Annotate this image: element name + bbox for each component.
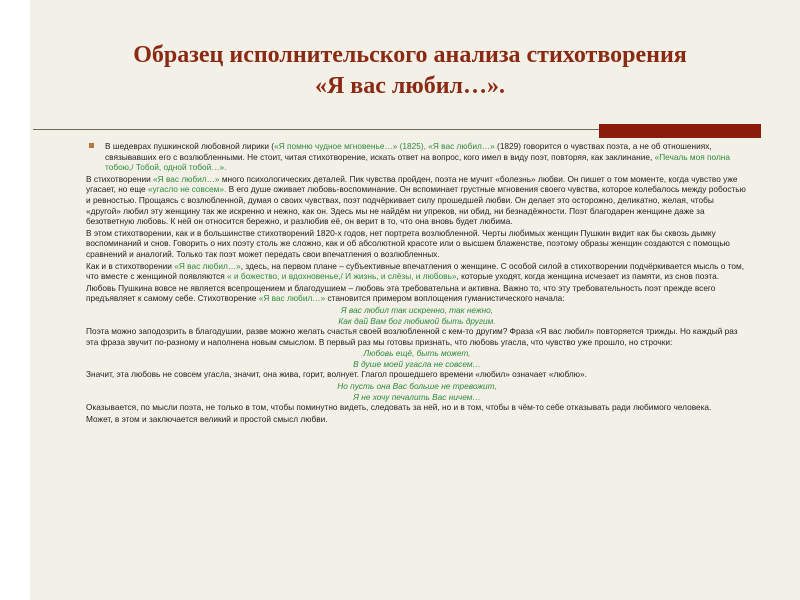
title-line-2: «Я вас любил…». [314, 73, 506, 99]
quote-highlight: « и божество, и вдохновенье,/ И жизнь, и слёзы, и любовь» [227, 271, 457, 282]
paragraph-3: В этом стихотворении, как и в большинстве стихотворений 1820-х годов, нет портрета возлюбленной. Черты любимых женщин Пушкин видит как бы сквозь дымку воспоминаний и снов. Говорить о них поэту столь же сложно, как и об абсолютной красоте или о высшем блаженстве, поэтому образы женщин создаются с помощью сравнений и аналогий. Только так поэт может передать свои впечатления о возлюбленных. [86, 227, 730, 259]
quote-highlight: «Я вас любил…» [258, 293, 326, 304]
paragraph-5: Любовь Пушкина вовсе не является всепрощением и благодушием – любовь эта требовательна и активна. Важно то, что эту требовательность поэт прежде всего предъявляет к самому себе. Стихотворение «Я вас любил…» становится примером воплощения гуманистического начала: [86, 282, 716, 304]
quote-highlight: «Я вас любил…» [153, 173, 220, 184]
quote-highlight: «угасло не совсем». [147, 184, 227, 195]
square-bullet-icon [89, 143, 94, 148]
poem-line: Но пусть она Вас больше не тревожит, [337, 381, 497, 392]
paragraph-4: Как и в стихотворении «Я вас любил…», здесь, на первом плане – субъективные впечатления о женщине. С особой силой в стихотворении подчёркивается мысль о том, что вместе с женщиной появляются « и божество, и вдохновенье,/ И жизнь, и слёзы, и любовь», которые уходят, когда женщина исчезает из памяти, из снов поэта. [86, 260, 745, 282]
analysis-text [86, 141, 748, 425]
title-divider-line [33, 129, 599, 130]
poem-quote-3 [86, 381, 748, 402]
paragraph-7: Значит, эта любовь не совсем угасла, значит, она жива, горит, волнует. Глагол прошедшего времени «любил» означает «люблю». [86, 369, 587, 380]
poem-line: Я вас любил так искренно, так нежно, [340, 304, 494, 315]
paragraph-2: В стихотворении «Я вас любил…» много психологических деталей. Пик чувства пройден, поэта не мучит «болезнь» любви. Он пишет о том моменте, когда чувство уже угасает, но еще «угасло не совсем». В его душе оживает любовь-воспоминание. Он вспоминает грустные мгновения своего чувства, которое колебалось между робостью и ревностью. Прощаясь с возлюбленной, думая о своих чувствах, поэт подчёркивает силу прошедшей любви. Он делает это осторожно, деликатно, желая, чтобы «другой» любил эту женщину так же искренно и нежно, как он. Здесь мы не найдём ни упреков, ни обид, ни безнадёжности. Поэт благодарен женщине даже за безответную любовь. К ней он относится бережно, и разлюбив её, он верит в то, что она вновь будет любима. [86, 173, 746, 227]
paragraph-9: Может, в этом и заключается великий и простой смысл любви. [86, 413, 328, 424]
poem-quote-2 [86, 348, 748, 369]
quote-highlight: «Печаль моя полна тобою,/ Тобой, одной тобой…». [105, 151, 730, 173]
paragraph-8: Оказывается, по мысли поэта, не только в том, чтобы поминутно видеть, следовать за ней, но и в том, чтобы в чём-то себе отказывать ради любимого человека. [86, 402, 712, 413]
poem-quote-1 [86, 305, 748, 326]
quote-highlight: «Я помню чудное мгновенье…» (1825), «Я вас любил…» [274, 141, 495, 151]
slide-title [60, 40, 760, 102]
quote-highlight: «Я вас любил…» [174, 260, 241, 271]
poem-line: Я не хочу печалить Вас ничем… [353, 391, 481, 402]
title-accent-bar [599, 124, 761, 138]
poem-line: Как дай Вам бог любимой быть другим. [338, 315, 496, 326]
poem-line: Любовь ещё, быть может, [363, 348, 471, 359]
paragraph-1: В шедеврах пушкинской любовной лирики («Я помню чудное мгновенье…» (1825), «Я вас любил…» (1829) говорится о чувствах поэта, а не об отношениях, связывавших его с возлюбленными. Не стоит, читая стихотворение, искать ответ на вопрос, кого имел в виду поэт, повторяя, как заклинание, «Печаль моя полна тобою,/ Тобой, одной тобой…». [86, 141, 748, 173]
title-line-1: Образец исполнительского анализа стихотворения [133, 42, 687, 68]
poem-line: В душе моей угасла не совсем… [353, 358, 481, 369]
paragraph-6: Поэта можно заподозрить в благодушии, разве можно желать счастья своей возлюбленной с кем-то другим? Фраза «Я вас любил» повторяется трижды. Но каждый раз эта фраза звучит по-разному и наполнена новым смыслом. В первый раз мы готовы признать, что любовь угасла, что чувство уже прошло, но строчки: [86, 326, 738, 347]
slide-left-margin [0, 0, 30, 600]
